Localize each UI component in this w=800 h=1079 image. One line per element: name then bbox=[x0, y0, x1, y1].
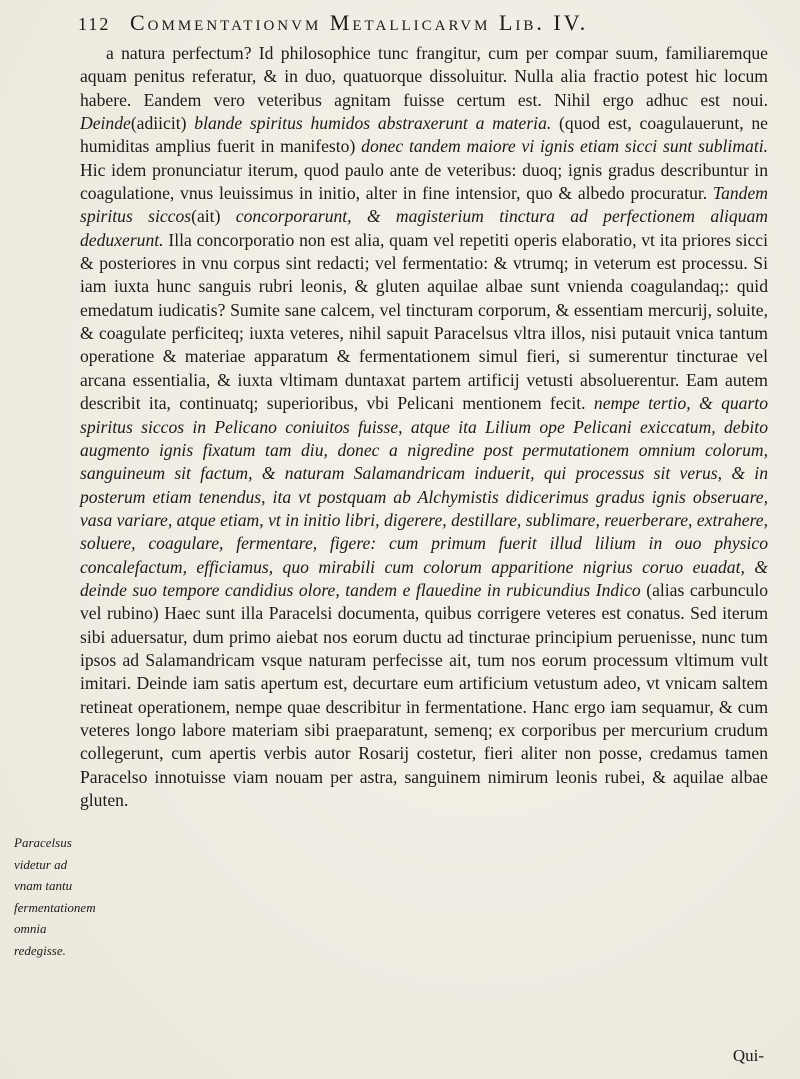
italic-segment: Tandem spiritus siccos bbox=[80, 183, 768, 227]
text-segment: a natura perfectum? Id philosophice tunc frangitur, cum per compar suum, familiaremque aquam penitus referatur, & in duo, quatuorque dissoluitur. Nulla alia fractio potest hic locum habere. Eandem vero veteribus agnitam fuisse certum est. Nihil ergo adhuc est noui. bbox=[80, 43, 768, 110]
running-head bbox=[78, 10, 780, 44]
page-number: 112 bbox=[78, 14, 111, 34]
text-segment: (ait) bbox=[191, 206, 236, 227]
italic-segment: Deinde bbox=[80, 113, 131, 134]
italic-segment: donec tandem maiore vi ignis etiam sicci sunt sublimati. bbox=[361, 136, 768, 157]
italic-segment: blande spiritus humidos abstraxerunt a materia. bbox=[194, 113, 552, 134]
text-segment: (alias carbunculo vel rubino) Haec sunt illa Paracelsi documenta, quibus corrigere veteres est conatus. Sed iterum sibi aduersatur, dum primo aiebat nos eorum ductu ad tincturae principium peruenisse, nunc tum ipsos ad Salamandricam vsque naturam perfecisse ait, tum nos eorum processum vltimum vult imitari. Deinde iam satis apertum est, decurtare eum artificium vetustum adeo, vt vnicam saltem retineat operationem, nempe quae describitur in fermentatione. Hanc ergo iam sequamur, & cum veteres longo labore materiam sibi praeparatunt, semenq; ex corporibus per mercurium crudum collegerunt, cum apertis verbis autor Rosarij costetur, fieri aliter non posse, credamus tamen Paracelso innotuisse viam nouam per astra, sanguinem nimirum leonis rubei, & aquilae albae gluten. bbox=[80, 579, 769, 810]
body-paragraph bbox=[80, 42, 768, 812]
text-segment: (adiicit) bbox=[130, 113, 195, 134]
italic-segment: concorporarunt, & magisterium tinctura ad perfectionem aliquam deduxerunt. bbox=[80, 206, 769, 250]
margin-note: Paracelsus videtur ad vnam tantu fermentationem omnia redegisse. bbox=[14, 835, 96, 958]
catchword: Qui- bbox=[732, 1046, 764, 1065]
text-segment: (quod est, coagulauerunt, ne humiditas amplius fuerit in manifesto) bbox=[80, 113, 768, 157]
text-segment: Hic idem pronunciatur iterum, quod paulo ante de veteribus: duoq; ignis gradus describuntur in coagulatione, vnus leuissimus in initio, alter in fine intensior, quo & albedo procuratur. bbox=[80, 159, 768, 204]
main-text-block bbox=[80, 42, 768, 812]
text-segment: Illa concorporatio non est alia, quam vel repetiti operis elaboratio, vt ita priores sicci & posteriores in vnu corpus sint redacti; vel fermentatio: & vtrumq; in veterum est processu. Si iam iuxta hunc sanguis rubri leonis, & gluten aquilae albae sunt vnienda coagulandaq;: quid emedatum iudicatis? Sumite sane calcem, vel tincturam corporum, & essentiam mercurij, soluite, & coagulate perficiteq; iuxta veteres, nihil sapuit Paracelsus vltra illos, nisi putauit vnica tantum operatione & materiae apparatum & fermentationem simul fieri, si sumerentur tincturae vel arcana essentialia, & iuxta vltimam duntaxat partem artificij vetusti absoluerentur. Eam autem describit ita, continuatq; superioribus, vbi Pelicani mentionem fecit. bbox=[80, 229, 768, 414]
running-title: Commentationvm Metallicarvm Lib. IV. bbox=[130, 10, 589, 35]
italic-segment: nempe tertio, & quarto spiritus siccos in Pelicano coniuitos fuisse, atque ita Lilium ope Pelicani exiccatum, debito augmento ignis fixatum tam diu, donec a nigredine post permutationem omnium colorum, sanguineum sit factum, & naturam Salamandricam induerit, qui processus sit verus, & in posterum etiam tenendus, ita vt postquam ab Alchymistis didicerimus gradus ignis obseruare, vasa variare, atque etiam, vt in initio libri, digerere, destillare, sublimare, reuerberare, extrahere, soluere, coagulare, fermentare, figere: cum primum fuerit illud lilium in ouo physico concalefactum, efficiamus, quo mirabili cum colorum apparitione nigrius coruo euadat, & deinde suo tempore candidius olore, tandem e flauedine in rubicundius Indico bbox=[80, 393, 768, 600]
